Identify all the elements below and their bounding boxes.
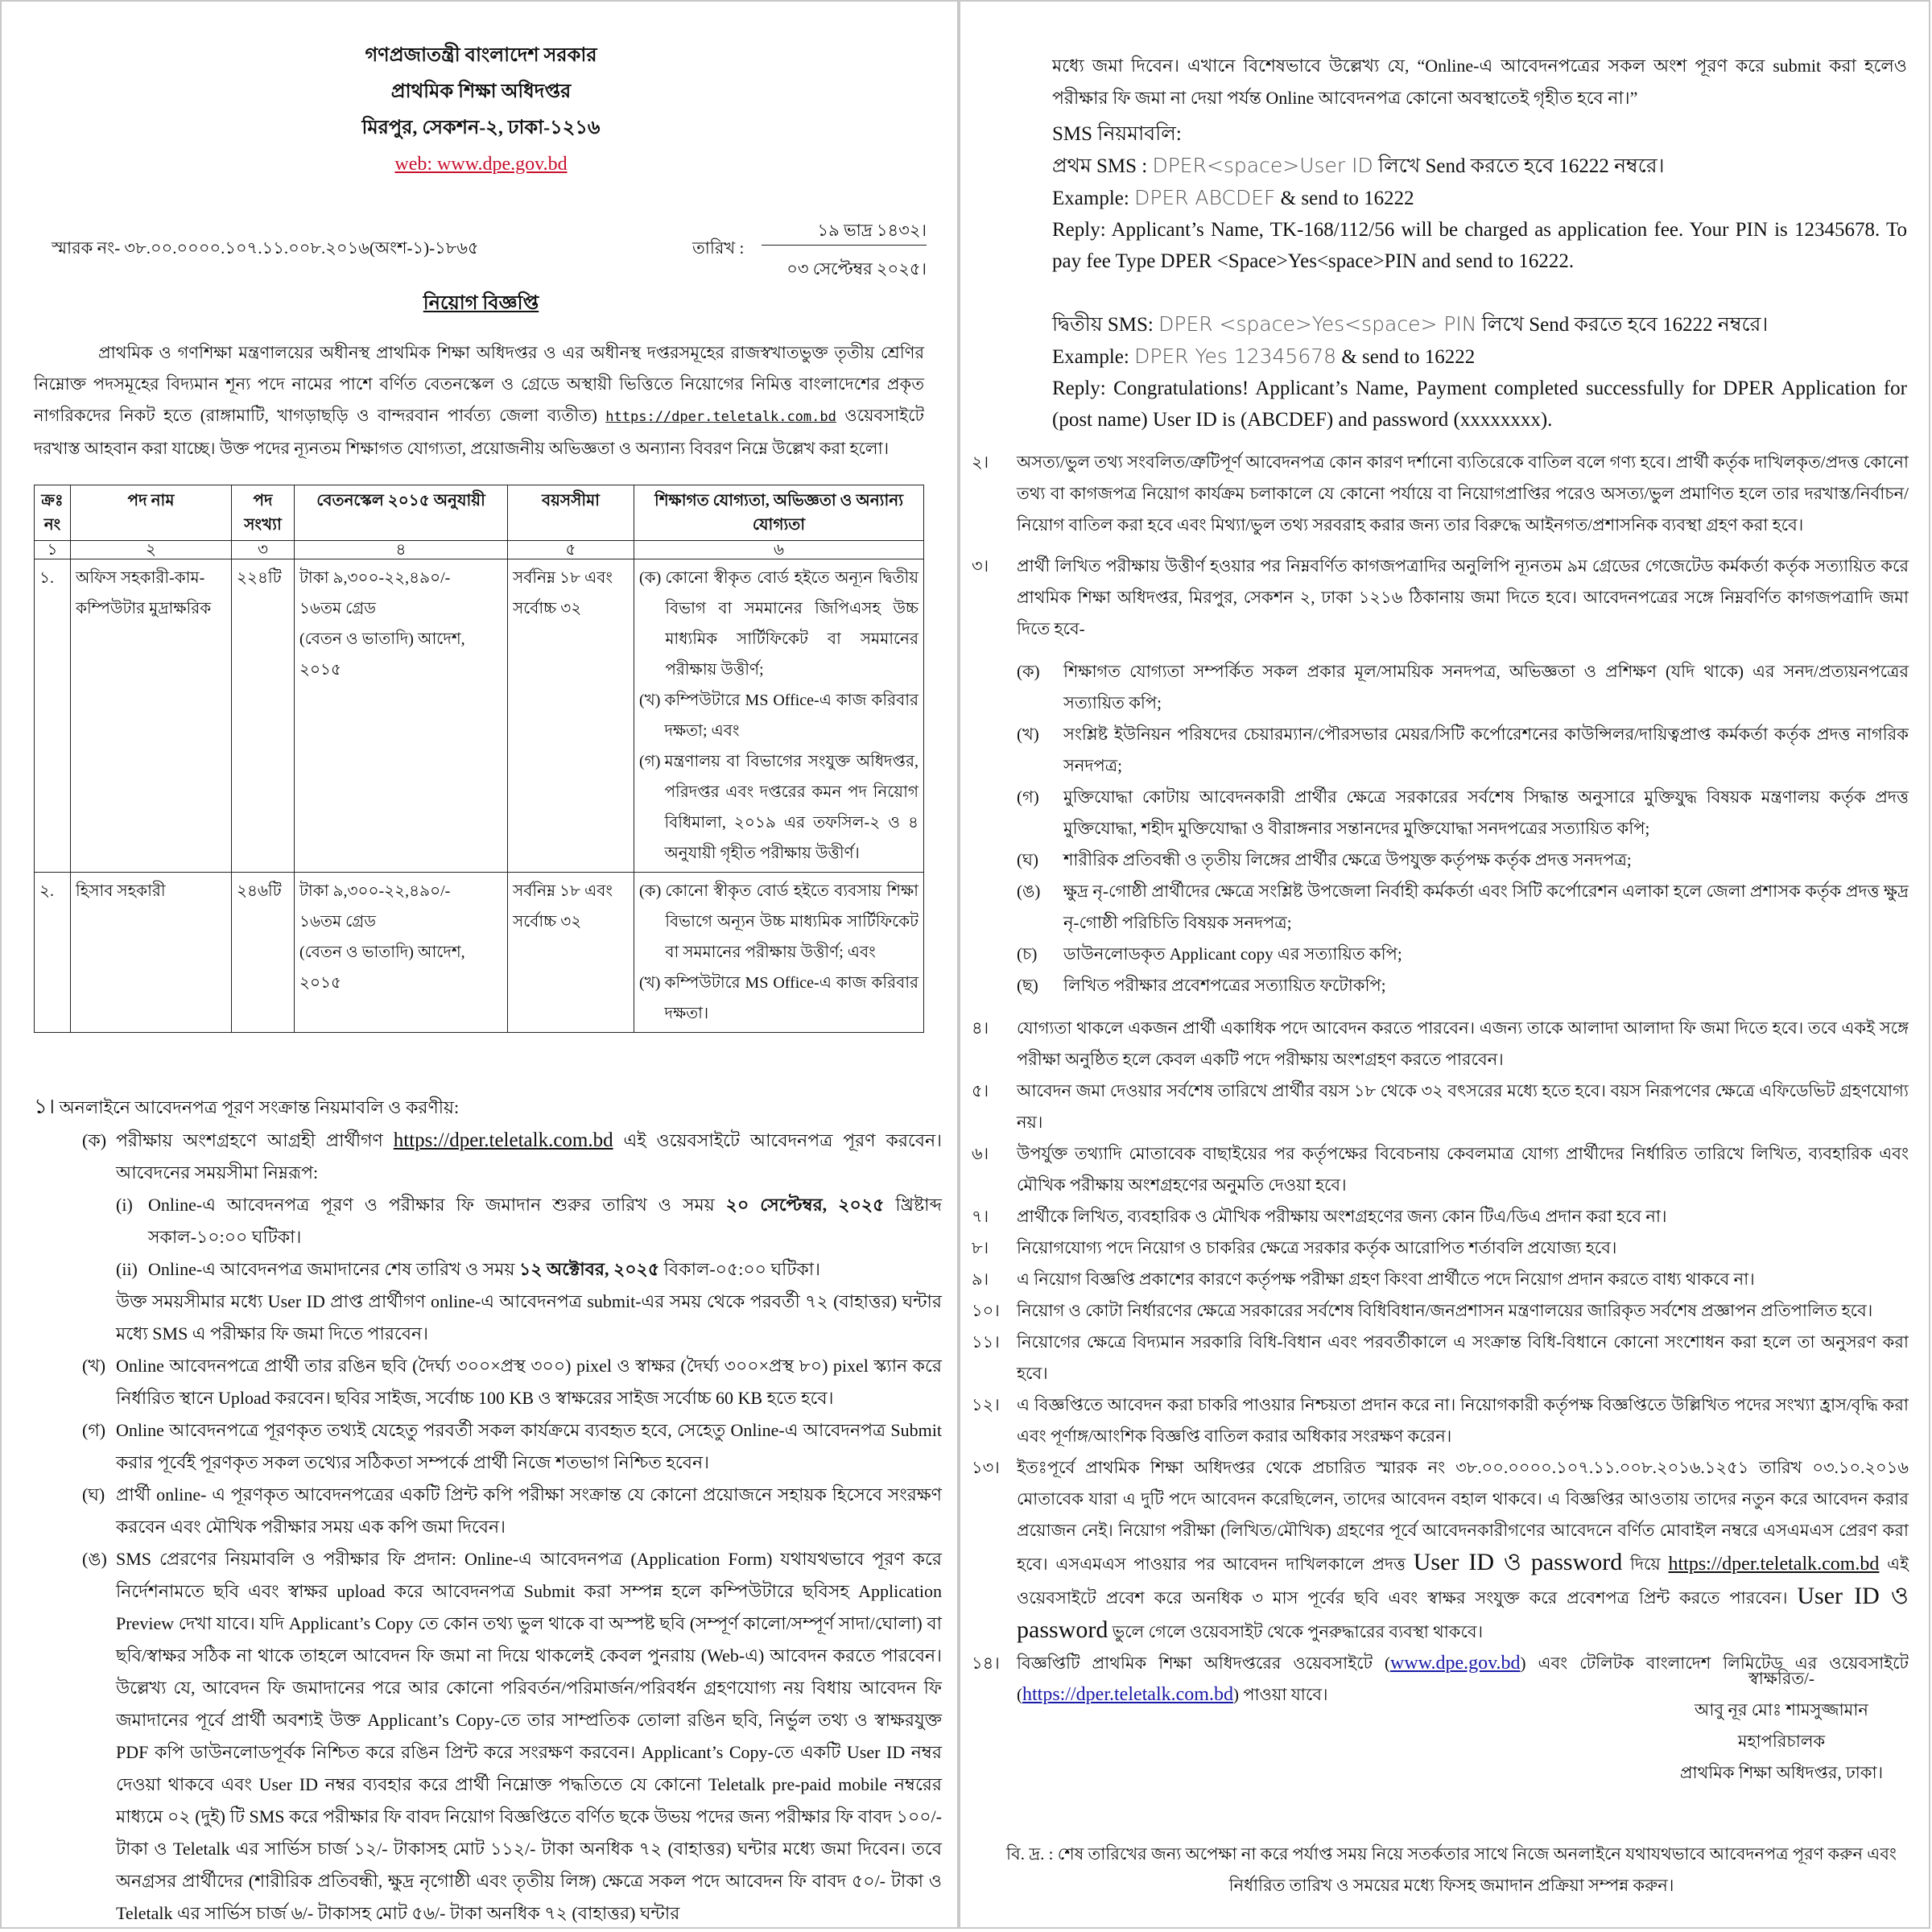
- govt-name: গণপ্রজাতন্ত্রী বাংলাদেশ সরকার: [365, 45, 597, 66]
- clause-9: ৯। এ নিয়োগ বিজ্ঞপ্তি প্রকাশের কারণে কর্তৃপক্ষ পরীক্ষা গ্রহণ কিংবা প্রার্থীতে পদে নিয়োগ প্রদান করতে বাধ্য থাকবে না।: [972, 1269, 1755, 1289]
- list-item: (গ) মুক্তিযোদ্ধা কোটায় আবেদনকারী প্রার্থীর ক্ষেত্রে সরকারের সর্বশেষ সিদ্ধান্ত অনুসারে মুক্তিযুদ্ধ বিষয়ক মন্ত্রণালয় কর্তৃক প্রদত্ত মুক্তিযোদ্ধা, শহীদ মুক্তিযোদ্ধা ও বীরাঙ্গনার সন্তানদের মুক্তিযোদ্ধা সনদপত্রের সত্যায়িত কপি;: [1017, 787, 1909, 838]
- sms-second-reply: Reply: Congratulations! Applicant’s Name, Payment completed successfully for DPER Application for (post name) User ID is (ABCDEF) and password (xxxxxxxx).: [1052, 378, 1907, 431]
- sms-second: দ্বিতীয় SMS: DPER <space>Yes<space> PIN লিখে Send করতে হবে 16222 নম্বরে।: [1052, 312, 1769, 336]
- clauses: [972, 447, 1909, 1711]
- rule-ka-note: উক্ত সময়সীমার মধ্যে User ID প্রাপ্ত প্রার্থীগণ online-এ আবেদনপত্র submit-এর সময় থেকে পরবর্তী ৭২ (বাহাত্তর) ঘন্টার মধ্যে SMS এ পরীক্ষার ফি জমা দিতে পারবেন।: [116, 1291, 942, 1344]
- date-divider: [762, 245, 927, 246]
- sms-rules: [1052, 118, 1907, 436]
- clause-11: ১১। নিয়োগের ক্ষেত্রে বিদ্যমান সরকারি বিধি-বিধান এবং পরবর্তীকালে এ সংক্রান্ত বিধি-বিধানে কোনো সংশোধন করা হলে তা অনুসরণ করা হবে।: [972, 1332, 1909, 1383]
- clause-13: ১৩। ইতঃপূর্বে প্রাথমিক শিক্ষা অধিদপ্তর থেকে প্রচারিত স্মারক নং ৩৮.০০.০০০০.১০৭.১১.০০৮.২০১৬.১২৫১ তারিখ ০৩.১০.২০১৬ মোতাবেক যারা এ দুটি পদে আবেদন করেছিলেন, তাদের আবেদন বহাল থাকবে। এ বিজ্ঞপ্তির আওতায় তাদের নতুন করে আবেদন করার প্রয়োজন নেই। নিয়োগ পরীক্ষা (লিখিত/মৌখিক) গ্রহণের পূর্বে আবেদনকারীগণের আবেদনে বর্ণিত মোবাইল নম্বরে এসএমএস প্রেরণ করা হবে। এসএমএস পাওয়ার পর আবেদন দাখিলকালে প্রদত্ত User ID ও password দিয়ে https://dper.teletalk.com.bd এই ওয়েবসাইটে প্রবেশ করে অনধিক ৩ মাস পূর্বের ছবি এবং স্বাক্ষর সংযুক্ত করে প্রবেশপত্র প্রিন্ট করতে পারবেন। User ID ও password ভুলে গেলে ওয়েবসাইট থেকে পুনরুদ্ধারের ব্যবস্থা থাকবে।: [972, 1458, 1909, 1643]
- row-sl: ১.: [35, 559, 71, 873]
- table-header: [35, 485, 924, 541]
- teletalk-link[interactable]: https://dper.teletalk.com.bd: [1022, 1684, 1233, 1705]
- qualifications: (ক) কোনো স্বীকৃত বোর্ড হইতে অন্যূন দ্বিতীয় বিভাগ বা সমমানের জিপিএসহ উচ্চ মাধ্যমিক সার্টিফিকেট বা সমমানের পরীক্ষায় উত্তীর্ণ; (খ) কম্পিউটারে MS Office-এ কাজ করিবার দক্ষতা; এবং (গ) মন্ত্রণালয় বা বিভাগের সংযুক্ত অধিদপ্তর, পরিদপ্তর এবং দপ্তরের কমন পদ নিয়োগ বিধিমালা, ২০১৯ এর তফসিল-২ ও ৪ অনুযায়ী গৃহীত পরীক্ষায় উত্তীর্ণ।: [634, 559, 924, 873]
- clause-14: ১৪। বিজ্ঞপ্তিটি প্রাথমিক শিক্ষা অধিদপ্তরের ওয়েবসাইটে (www.dpe.gov.bd) এবং টেলিটক বাংলাদেশ লিমিটেড এর ওয়েবসাইটে (https://dper.teletalk.com.bd) পাওয়া যাবে।: [972, 1653, 1909, 1705]
- admit-card-link[interactable]: https://dper.teletalk.com.bd: [1668, 1554, 1880, 1575]
- website-link[interactable]: web: www.dpe.gov.bd: [394, 154, 568, 175]
- clause-5: ৫। আবেদন জমা দেওয়ার সর্বশেষ তারিখে প্রার্থীর বয়স ১৮ থেকে ৩২ বৎসরের মধ্যে হতে হবে। বয়স নিরূপণের ক্ষেত্রে এফিডেভিট গ্রহণযোগ্য নয়।: [972, 1081, 1909, 1132]
- clause-10: ১০। নিয়োগ ও কোটা নির্ধারণের ক্ষেত্রে সরকারের সর্বশেষ বিধিবিধান/জনপ্রশাসন মন্ত্রণালয়ের জারিকৃত সর্বশেষ প্রজ্ঞাপন প্রতিপালিত হবে।: [972, 1301, 1873, 1320]
- dept-name: প্রাথমিক শিক্ষা অধিদপ্তর: [390, 81, 572, 102]
- date-label: তারিখ :: [692, 238, 745, 258]
- column-index-row: ১ ২ ৩ ৪ ৫ ৬: [35, 541, 924, 559]
- notice-intro: প্রাথমিক ও গণশিক্ষা মন্ত্রণালয়ের অধীনস্থ প্রাথমিক শিক্ষা অধিদপ্তর ও এর অধীনস্থ দপ্তরসমূহের রাজস্বখাতভুক্ত তৃতীয় শ্রেণির নিম্নোক্ত পদসমূহের বিদ্যমান শূন্য পদে নামের পাশে বর্ণিত বেতনস্কেল ও গ্রেডে অস্থায়ী ভিত্তিতে নিয়োগের নিমিত্ত বাংলাদেশের প্রকৃত নাগরিকদের নিকট হতে (রাঙ্গামাটি, খাগড়াছড়ি ও বান্দরবান পার্বত্য জেলা ব্যতীত) https://dper.teletalk.com.bd ওয়েবসাইটে দরখাস্ত আহবান করা যাচ্ছে। উক্ত পদের ন্যূনতম শিক্ষাগত যোগ্যতা, প্রয়োজনীয় অভিজ্ঞতা ও অন্যান্য বিবরণ নিম্নে উল্লেখ করা হলো।: [34, 343, 924, 458]
- sms-first: প্রথম SMS : DPER<space>User ID লিখে Send করতে হবে 16222 নম্বরে।: [1052, 154, 1665, 177]
- rule-kha: (খ) Online আবেদনপত্রে প্রার্থী তার রঙিন ছবি (দৈর্ঘ্য ৩০০×প্রস্থ ৩০০) pixel ও স্বাক্ষর (দৈর্ঘ্য ৩০০×প্রস্থ ৮০) pixel স্ক্যান করে নির্ধারিত স্থানে Upload করবেন। ছবির সাইজ, সর্বোচ্চ 100 KB ও স্বাক্ষরের সাইজ সর্বোচ্চ 60 KB হতে হবে।: [82, 1356, 942, 1408]
- right-page: [959, 0, 1930, 1929]
- left-page: [0, 0, 959, 1929]
- signatory-office: প্রাথমিক শিক্ষা অধিদপ্তর, ঢাকা।: [1679, 1763, 1884, 1782]
- clause-7: ৭। প্রার্থীকে লিখিত, ব্যবহারিক ও মৌখিক পরীক্ষায় অংশগ্রহণের জন্য কোন টিএ/ডিএ প্রদান করা হবে না।: [972, 1207, 1667, 1226]
- date-bangla: ১৯ ভাদ্র ১৪৩২।: [817, 221, 927, 240]
- age-limit: সর্বনিম্ন ১৮ এবং সর্বোচ্চ ৩২: [508, 559, 634, 873]
- list-item: (ক) শিক্ষাগত যোগ্যতা সম্পর্কিত সকল প্রকার মূল/সাময়িক সনদপত্র, অভিজ্ঞতা ও প্রশিক্ষণ (যদি থাকে) এর সনদ/প্রত্যয়নপত্রের সত্যায়িত কপি;: [1017, 662, 1909, 712]
- rule-ka-i: (i) Online-এ আবেদনপত্র পূরণ ও পরীক্ষার ফি জমাদান শুরুর তারিখ ও সময় ২০ সেপ্টেম্বর, ২০২৫ খ্রিষ্টাব্দ সকাল-১০:০০ ঘটিকা।: [116, 1195, 943, 1247]
- footnote: বি. দ্র. : শেষ তারিখের জন্য অপেক্ষা না করে পর্যাপ্ত সময় নিয়ে সতর্কতার সাথে নিজে অনলাইনে যথাযথভাবে আবেদনপত্র পূরণ করুন এবং নির্ধারিত তারিখ ও সময়ের মধ্যে ফিসহ জমাদান প্রক্রিয়া সম্পন্ন করুন।: [1006, 1844, 1897, 1895]
- notice-title: নিয়োগ বিজ্ঞপ্তি: [423, 293, 539, 314]
- pay-scale: টাকা ৯,৩০০-২২,৪৯০/- ১৬তম গ্রেড (বেতন ও ভাতাদি) আদেশ, ২০১৫: [295, 873, 508, 1033]
- col-header: পদ সংখ্যা: [232, 485, 295, 541]
- signed-label: স্বাক্ষরিত/-: [1748, 1669, 1815, 1688]
- clause-4: ৪। যোগ্যতা থাকলে একজন প্রার্থী একাধিক পদে আবেদন করতে পারবেন। এজন্য তাকে আলাদা আলাদা ফি জমা দিতে হবে। তবে একই সঙ্গে পরীক্ষা অনুষ্ঠিত হলে কেবল একটি পদে পরীক্ষায় অংশগ্রহণ করতে পারবেন।: [972, 1018, 1909, 1069]
- list-item: (চ) ডাউনলোডকৃত Applicant copy এর সত্যায়িত কপি;: [1017, 944, 1402, 964]
- col-header: শিক্ষাগত যোগ্যতা, অভিজ্ঞতা ও অন্যান্য যোগ্যতা: [634, 485, 924, 541]
- post-name: অফিস সহকারী-কাম-কম্পিউটার মুদ্রাক্ষরিক: [71, 559, 232, 873]
- clause-6: ৬। উপর্যুক্ত তথ্যাদি মোতাবেক বাছাইয়ের পর কর্তৃপক্ষের বিবেচনায় কেবলমাত্র যোগ্য প্রার্থীদের নির্ধারিত তারিখে লিখিত, ব্যবহারিক এবং মৌখিক পরীক্ষায় অংশগ্রহণের অনুমতি দেওয়া হবে।: [972, 1144, 1909, 1195]
- table-row: [35, 873, 924, 1033]
- date-english: ০৩ সেপ্টেম্বর ২০২৫।: [786, 259, 927, 279]
- clause-2: ২। অসত্য/ভুল তথ্য সংবলিত/ত্রুটিপূর্ণ আবেদনপত্র কোন কারণ দর্শানো ব্যতিরেকে বাতিল বলে গণ্য হবে। প্রার্থী কর্তৃক দাখিলকৃত/প্রদত্ত কোনো তথ্য বা কাগজপত্র নিয়োগ কার্যক্রম চলাকালে যে কোনো পর্যায়ে বা নিয়োগপ্রাপ্তির পরেও অসত্য/ভুল প্রমাণিত হলে তার দরখাস্ত/নির্বাচন/নিয়োগ বাতিল করা হবে এবং মিথ্যা/ভুল তথ্য সরবরাহ করার জন্য তার বিরুদ্ধে আইনগত/প্রশাসনিক ব্যবস্থা গ্রহণ করা হবে।: [972, 452, 1909, 535]
- age-limit: সর্বনিম্ন ১৮ এবং সর্বোচ্চ ৩২: [508, 873, 634, 1033]
- document-list: [1017, 656, 1909, 1001]
- rule-gha: (ঘ) প্রার্থী online- এ পূরণকৃত আবেদনপত্রের একটি প্রিন্ট কপি পরীক্ষা সংক্রান্ত যে কোনো প্রয়োজনে সহায়ক হিসেবে সংরক্ষণ করবেন এবং মৌখিক পরীক্ষার সময় এক কপি জমা দিবেন।: [82, 1484, 942, 1537]
- dept-address: মিরপুর, সেকশন-২, ঢাকা-১২১৬: [361, 118, 601, 138]
- apply-link[interactable]: https://dper.teletalk.com.bd: [393, 1129, 613, 1151]
- pay-scale: টাকা ৯,৩০০-২২,৪৯০/- ১৬তম গ্রেড (বেতন ও ভাতাদি) আদেশ, ২০১৫: [295, 559, 508, 873]
- col-header: বেতনস্কেল ২০১৫ অনুযায়ী: [295, 485, 508, 541]
- signatory-name: আবু নূর মোঃ শামসুজ্জামান: [1695, 1700, 1868, 1719]
- posts-table: [34, 485, 924, 1033]
- qualifications: (ক) কোনো স্বীকৃত বোর্ড হইতে ব্যবসায় শিক্ষা বিভাগে অন্যূন উচ্চ মাধ্যমিক সার্টিফিকেট বা সমমানের পরীক্ষায় উত্তীর্ণ; এবং (খ) কম্পিউটারে MS Office-এ কাজ করিবার দক্ষতা।: [634, 873, 924, 1033]
- post-count: ২২৪টি: [232, 559, 295, 873]
- letterhead: [2, 38, 959, 183]
- signature-block: [1637, 1663, 1926, 1789]
- rule-ka-ii: (ii) Online-এ আবেদনপত্র জমাদানের শেষ তারিখ ও সময় ১২ অক্টোবর, ২০২৫ বিকাল-০৫:০০ ঘটিকা।: [116, 1259, 820, 1279]
- col-header: পদ নাম: [71, 485, 232, 541]
- col-header: ক্রঃ নং: [35, 485, 71, 541]
- sms-first-example: Example: DPER ABCDEF & send to 16222: [1052, 186, 1414, 209]
- col-header: বয়সসীমা: [508, 485, 634, 541]
- intro-link[interactable]: https://dper.teletalk.com.bd: [605, 409, 836, 425]
- dpe-link[interactable]: www.dpe.gov.bd: [1390, 1653, 1521, 1674]
- clause-12: ১২। এ বিজ্ঞপ্তিতে আবেদন করা চাকরি পাওয়ার নিশ্চয়তা প্রদান করে না। নিয়োগকারী কর্তৃপক্ষ বিজ্ঞপ্তিতে উল্লিখিত পদের সংখ্যা হ্রাস/বৃদ্ধি করা এবং পূর্ণাঙ্গ/আংশিক বিজ্ঞপ্তি বাতিল করার অধিকার সংরক্ষণ করেন।: [972, 1395, 1909, 1446]
- list-item: (ছ) লিখিত পরীক্ষার প্রবেশপত্রের সত্যায়িত ফটোকপি;: [1017, 976, 1386, 995]
- clause-8: ৮। নিয়োগযোগ্য পদে নিয়োগ ও চাকরির ক্ষেত্রে সরকার কর্তৃক আরোপিত শর্তাবলি প্রযোজ্য হবে।: [972, 1238, 1617, 1257]
- rules-heading: ১। অনলাইনে আবেদনপত্র পূরণ সংক্রান্ত নিয়মাবলি ও করণীয়:: [34, 1095, 460, 1118]
- table-row: [35, 559, 924, 873]
- list-item: (ঘ) শারীরিক প্রতিবন্ধী ও তৃতীয় লিঙ্গের প্রার্থীর ক্ষেত্রে উপযুক্ত কর্তৃপক্ষ কর্তৃক প্রদত্ত সনদপত্র;: [1017, 850, 1632, 869]
- post-count: ২৪৬টি: [232, 873, 295, 1033]
- list-item: (খ) সংশ্লিষ্ট ইউনিয়ন পরিষদের চেয়ারম্যান/পৌরসভার মেয়র/সিটি কর্পোরেশনের কাউন্সিলর/দায়িত্বপ্রাপ্ত কর্মকর্তা কর্তৃক প্রদত্ত নাগরিক সনদপত্র;: [1017, 724, 1909, 775]
- sms-title: SMS নিয়মাবলি:: [1052, 123, 1182, 145]
- rules-body: [82, 1125, 942, 1929]
- post-name: হিসাব সহকারী: [71, 873, 232, 1033]
- sms-second-example: Example: DPER Yes 12345678 & send to 16222: [1052, 345, 1476, 368]
- sms-first-reply: Reply: Applicant’s Name, TK-168/112/56 will be charged as application fee. Your PIN is 12345678. To pay fee Type DPER <Space>Yes<space>PIN and send to 16222.: [1052, 219, 1907, 272]
- memo-ref: স্মারক নং- ৩৮.০০.০০০০.১০৭.১১.০০৮.২০১৬(অংশ-১)-১৮৬৫: [52, 238, 479, 258]
- sms-continuation: মধ্যে জমা দিবেন। এখানে বিশেষভাবে উল্লেখ্য যে, “Online-এ আবেদনপত্রের সকল অংশ পূরণ করে submit করা হলেও পরীক্ষার ফি জমা না দেয়া পর্যন্ত Online আবেদনপত্র কোনো অবস্থাতেই গৃহীত হবে না।”: [1052, 56, 1907, 108]
- rule-ga: (গ) Online আবেদনপত্রে পূরণকৃত তথ্যই যেহেতু পরবর্তী সকল কার্যক্রমে ব্যবহৃত হবে, সেহেতু Online-এ আবেদনপত্র Submit করার পূর্বেই পূরণকৃত সকল তথ্যের সঠিকতা সম্পর্কে প্রার্থী নিজে শতভাগ নিশ্চিত হবেন।: [82, 1420, 942, 1472]
- rule-ka: (ক) পরীক্ষায় অংশগ্রহণে আগ্রহী প্রার্থীগণ https://dper.teletalk.com.bd এই ওয়েবসাইটে আবেদনপত্র পূরণ করবেন। আবেদনের সময়সীমা নিম্নরূপ:: [82, 1129, 943, 1183]
- clause-3: ৩। প্রার্থী লিখিত পরীক্ষায় উত্তীর্ণ হওয়ার পর নিম্নবর্ণিত কাগজপত্রাদির অনুলিপি ন্যূনতম ৯ম গ্রেডের গেজেটেড কর্মকর্তা কর্তৃক সত্যায়িত করে প্রাথমিক শিক্ষা অধিদপ্তর, মিরপুর, সেকশন ২, ঢাকা ১২১৬ ঠিকানায় জমা দিতে হবে। আবেদনপত্রের সঙ্গে নিম্নবর্ণিত কাগজপত্রাদি জমা দিতে হবে-: [972, 556, 1909, 638]
- list-item: (ঙ) ক্ষুদ্র নৃ-গোষ্ঠী প্রার্থীদের ক্ষেত্রে সংশ্লিষ্ট উপজেলা নির্বাহী কর্মকর্তা এবং সিটি কর্পোরেশন এলাকা হলে জেলা প্রশাসক কর্তৃক প্রদত্ত ক্ষুদ্র নৃ-গোষ্ঠী পরিচিতি বিষয়ক সনদপত্র;: [1017, 881, 1909, 932]
- row-sl: ২.: [35, 873, 71, 1033]
- rule-ung: (ঙ) SMS প্রেরণের নিয়মাবলি ও পরীক্ষার ফি প্রদান: Online-এ আবেদনপত্র (Application Form) যথাযথভাবে পূরণ করে নির্দেশনামতে ছবি এবং স্বাক্ষর upload করে আবেদনপত্র Submit করা সম্পন্ন হলে কম্পিউটারে ছবিসহ Application Preview দেখা যাবে। যদি Applicant’s Copy তে কোন তথ্য ভুল থাকে বা অস্পষ্ট ছবি (সম্পূর্ণ কালো/সম্পূর্ণ সাদা/ঘোলা) বা ছবি/স্বাক্ষর সঠিক না থাকে তাহলে আবেদন ফি জমা না দিয়ে থাকলেই কেবল পুনরায় (Web-এ) আবেদন করতে পারবেন। উল্লেখ্য যে, আবেদন ফি জমাদানের পরে আর কোনো পরিবর্তন/পরিমার্জন/পরিবর্ধন গ্রহণযোগ্য নয় বিধায় আবেদন ফি জমাদানের পূর্বে প্রার্থী অবশ্যই উক্ত Applicant’s Copy-তে তার সাম্প্রতিক তোলা রঙিন ছবি, নির্ভুল তথ্য ও স্বাক্ষরযুক্ত PDF কপি ডাউনলোডপূর্বক নিশ্চিত করে রঙিন প্রিন্ট করে সংরক্ষণ করবেন। Applicant’s Copy-তে একটি User ID নম্বর দেওয়া থাকবে এবং User ID নম্বর ব্যবহার করে প্রার্থী নিম্নোক্ত পদ্ধতিতে যে কোনো Teletalk pre-paid mobile নম্বরের মাধ্যমে ০২ (দুই) টি SMS করে পরীক্ষার ফি বাবদ নিয়োগ বিজ্ঞপ্তিতে বর্ণিত ছকে উভয় পদের জন্য পরীক্ষার ফি বাবদ ১০০/- টাকা ও Teletalk এর সার্ভিস চার্জ ১২/- টাকাসহ মোট ১১২/- টাকা অনধিক ৭২ (বাহাত্তর) ঘন্টার মধ্যে জমা দিবেন। তবে অনগ্রসর প্রার্থীদের (শারীরিক প্রতিবন্ধী, ক্ষুদ্র নৃগোষ্ঠী এবং তৃতীয় লিঙ্গ) ক্ষেত্রে সকল পদে আবেদন ফি বাবদ ৫০/- টাকা ও Teletalk এর সার্ভিস চার্জ ৬/- টাকাসহ মোট ৫৬/- টাকা অনধিক ৭২ (বাহাত্তর) ঘন্টার: [82, 1549, 942, 1923]
- signatory-title: মহাপরিচালক: [1737, 1732, 1826, 1751]
